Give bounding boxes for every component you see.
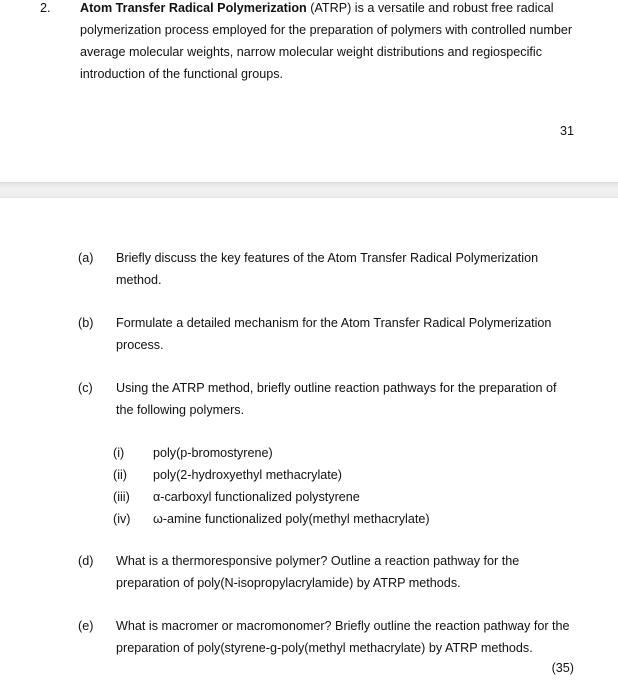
question-intro — [80, 0, 585, 85]
part-d-label: (d) — [78, 554, 94, 568]
subpart-iv-text: ω-amine functionalized poly(methyl methacrylate) — [153, 512, 430, 526]
part-a-text: Briefly discuss the key features of the Atom Transfer Radical Polymerization method. — [116, 251, 539, 287]
subpart-i-text: poly(p-bromostyrene) — [153, 446, 273, 460]
page-number: 31 — [559, 124, 574, 138]
subpart-ii-label: (ii) — [113, 468, 127, 482]
part-e-label: (e) — [78, 619, 94, 633]
question-number: 2. — [40, 1, 51, 15]
subpart-i-label: (i) — [113, 446, 125, 460]
question-intro-text: (ATRP) is a versatile and robust free radical polymerization process employed for the preparation of polymers with controlled number average molecular weights, narrow molecular weight distributions and regiospecific introduction of the functional groups. — [80, 1, 573, 81]
subpart-iv-label: (iv) — [113, 512, 131, 526]
part-d-text: What is a thermoresponsive polymer? Outline a reaction pathway for the preparation of poly(N-isopropylacrylamide) by ATRP methods. — [116, 554, 520, 590]
total-marks: (35) — [551, 661, 574, 675]
part-a-label: (a) — [78, 251, 94, 265]
part-b-text: Formulate a detailed mechanism for the Atom Transfer Radical Polymerization process. — [116, 316, 552, 352]
part-e-text: What is macromer or macromonomer? Briefly outline the reaction pathway for the preparation of poly(styrene-g-poly(methyl methacrylate) by ATRP methods. — [116, 619, 570, 655]
question-title: Atom Transfer Radical Polymerization — [80, 1, 307, 15]
part-c-text: Using the ATRP method, briefly outline reaction pathways for the preparation of the following polymers. — [116, 381, 557, 417]
part-c-label: (c) — [78, 381, 93, 395]
part-b-label: (b) — [78, 316, 94, 330]
subpart-iii-label: (iii) — [113, 490, 130, 504]
subpart-iii-text: α-carboxyl functionalized polystyrene — [153, 490, 360, 504]
subpart-ii-text: poly(2-hydroxyethyl methacrylate) — [153, 468, 342, 482]
page-divider — [0, 182, 618, 198]
